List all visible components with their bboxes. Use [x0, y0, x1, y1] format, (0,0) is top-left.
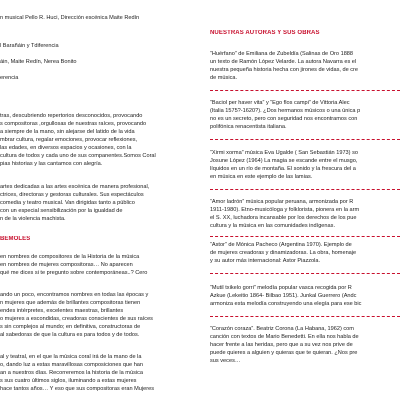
section-divider — [210, 273, 400, 274]
work-line: un texto de Ramón López Velarde. La autora Navarra es el — [210, 59, 357, 65]
work-line: y su autor más internacional: Astor Piazzola. — [210, 258, 321, 264]
paragraph-line: o, dando luz a estas maravillosas composiciones que han — [0, 362, 144, 368]
work-line: de mujeres creadoras y dinamizadoras. La obra, homenaje — [210, 250, 357, 256]
paragraph-line: n de la violencia machista. — [0, 216, 66, 222]
paragraph-line: comedia y teatro musical. Van dirigidas tanto a público — [0, 200, 135, 206]
work-line: Azkue (Lekeitio 1864- Bilbao 1951). Junkal Guerrero (Andc — [210, 293, 357, 299]
paragraph-line: al y teatral, en el que la música coral irá de la mano de la — [0, 354, 142, 360]
paragraph-line: en nombres de mujeres compositoras… No aparecen — [0, 262, 133, 268]
paragraph-line: en nombres de compositores de la Historia de la música — [0, 254, 140, 260]
paragraph-line: con un especial sensibilización por la igualdad de — [0, 208, 123, 214]
work-line: canción con textos de Mario Benedetti. En ella nos habla de — [210, 334, 359, 340]
work-line: (Italia 1575?-1620?). ¿Dos hermanos músicos o una única p — [210, 108, 361, 114]
paragraph-line: n mujeres que además de brillantes compositoras tienen — [0, 300, 141, 306]
work-line: “Mutil txikelo gorri” melodía popular vasca recogida por R — [210, 285, 352, 291]
credits-line: l Barañáin y Tdiferencia — [0, 43, 59, 49]
work-line: el S. XX, luchadora incansable por los derechos de los pue — [210, 215, 357, 221]
work-line: líquidos en un río de montaña. El sonido y la frescura del a — [210, 166, 356, 172]
work-line: polifónica renacentista italiana. — [210, 124, 287, 130]
work-line: cultura y la música en las comunidades indígenas. — [210, 223, 335, 229]
work-line: hacer frente a las heridas, pero que a su vez nos prive de — [210, 342, 353, 348]
work-line: armoniza esta melodía construyendo una elegía para ese bic — [210, 301, 362, 307]
section-divider — [210, 90, 400, 91]
paragraph-line: endes intérpretes, excelentes maestras, brillantes — [0, 308, 124, 314]
section-divider — [210, 236, 400, 237]
section-divider — [210, 316, 400, 317]
paragraph-line: o mujeres a escondidas, creadoras conscientes de sus raíces — [0, 316, 153, 322]
paragraph-line: ctrices, directoras y gestoras culturales. Sus espectáculos — [0, 192, 144, 198]
paragraph-line: las edades, en diversos espacios y ocasiones, con la — [0, 145, 132, 151]
paragraph-line: pias historias y las cantamos con alegría. — [0, 161, 103, 167]
work-line: “Astor” de Mónica Pacheco (Argentina 1970). Ejemplo de — [210, 242, 352, 248]
work-line: “Baciol per haver vita” y “Ego flos campi” de Vittoria Alec — [210, 100, 350, 106]
credits-line: áin, Maite Redín, Nerea Bonito — [0, 59, 77, 65]
paragraph-line: artes dedicadas a las artes escénica de manera profesional, — [0, 184, 150, 190]
work-line: “Corazón coraza”. Beatriz Corona (La Habana, 1962) com — [210, 326, 354, 332]
section-heading-autoras: NUESTRAS AUTORAS Y SUS OBRAS — [210, 30, 320, 36]
paragraph-line: s compositoras ,orgullosas de nuestras raíces, provocando — [0, 121, 147, 127]
work-line: no es un secreto, pero con seguridad nos encontramos con — [210, 116, 358, 122]
credits-line: erencia — [0, 75, 19, 81]
paragraph-line: mbrar cultura, regalar emociones, provocar reflexiones, — [0, 137, 138, 143]
work-line: puede quieres a alguien y quieras que te quieran. ¿Nos pre — [210, 350, 358, 356]
paragraph-line: s sin complejos al mundo; en definitiva, constructoras de — [0, 324, 141, 330]
work-line: “Xirmi xorma” música Eva Ugalde ( San Sebastián 1973) so — [210, 150, 358, 156]
work-line: “Huérfano” de Emiliana de Zubeldía (Salinas de Oro 1888 — [210, 51, 354, 57]
paragraph-line: qué me dices si te pregunto sobre contemporáneas..? Cero — [0, 270, 148, 276]
work-line: Josune López (1964) La magia se escande entre el musgo, — [210, 158, 358, 164]
work-line: nuestra pequeña historia hecha con jirones de vidas, de cre — [210, 67, 359, 73]
paragraph-line: s sus cuatro últimos siglos, iluminando a estas mujeres — [0, 378, 137, 384]
paragraph-line: al sabedoras de que la cultura es para todos y de todos. — [0, 332, 140, 338]
work-line: “Amor ladrón” música popular peruana, armonizada por R — [210, 199, 354, 205]
work-line: de música. — [210, 75, 238, 81]
paragraph-line: ando un poco, encontramos nombres en todas las épocas y — [0, 292, 149, 298]
section-heading-bemoles: BEMOLES — [0, 236, 31, 242]
paragraph-line: cultura de todos y cada uno de sus companentes.Somos Coral — [0, 153, 156, 159]
paragraph-line: hace tantos años… Y eso que sus compositoras eran Mujeres — [0, 386, 155, 392]
paragraph-line: tras, descubriendo repertorios desconocidos, provocando — [0, 113, 143, 119]
credits-line: n musical Pello R. Huci, Dirección escénica Maite Redín — [0, 15, 140, 21]
work-line: en música en este ejemplo de las lamias. — [210, 174, 313, 180]
section-divider — [210, 189, 400, 190]
work-line: 1911-1980). Etno-musicóloga y folklorista, pionera en la arm — [210, 207, 360, 213]
paragraph-line: an a nuestros días. Recorreremos la historia de la música — [0, 370, 144, 376]
work-line: sus veces… — [210, 358, 241, 364]
paragraph-line: a siempre de la mano, sin alejarse del latido de la vida — [0, 129, 135, 135]
section-divider — [210, 139, 400, 140]
